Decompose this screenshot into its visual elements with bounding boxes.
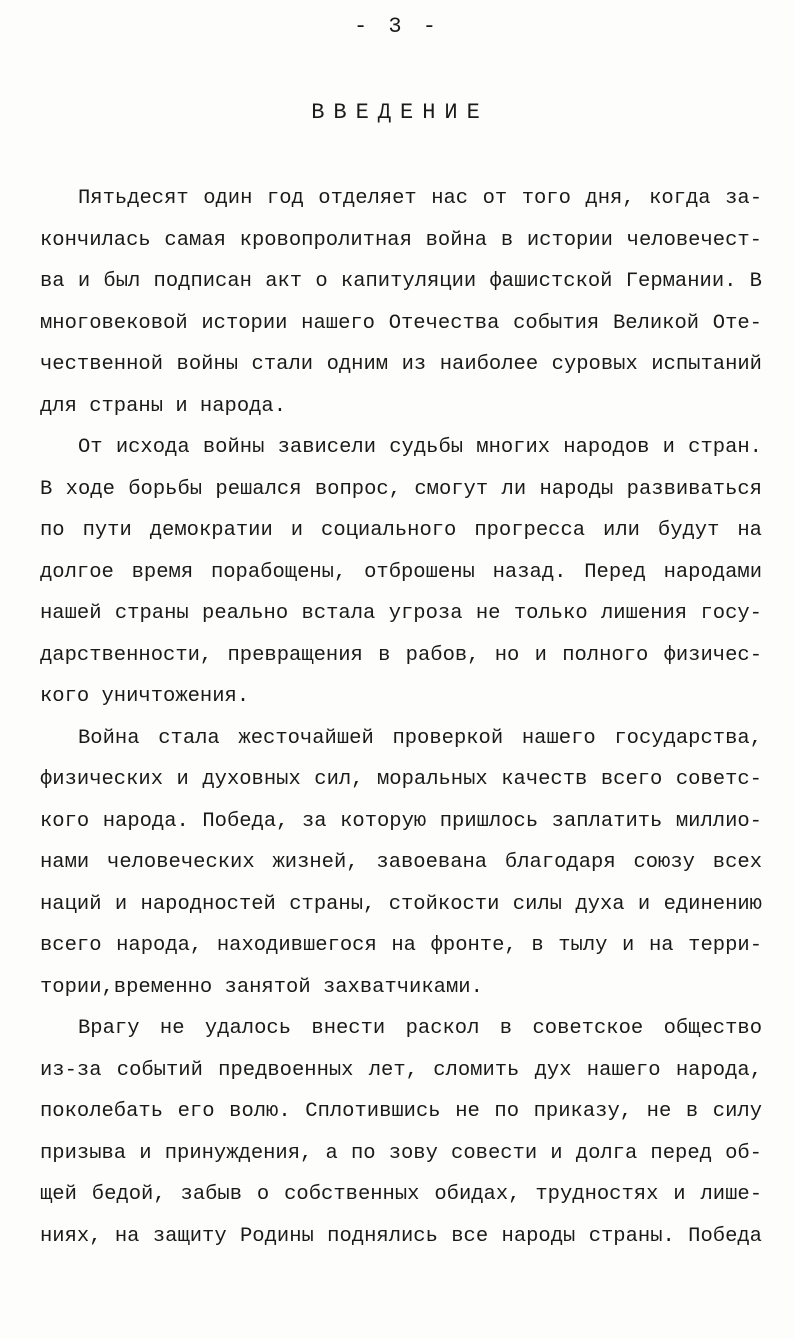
text-line: В ходе борьбы решался вопрос, смогут ли народы развиваться [40, 477, 762, 501]
text-line: тории,временно занятой захватчиками. [40, 975, 483, 999]
text-line: нашей страны реально встала угроза не только лишения госу- [40, 602, 762, 625]
text-line: всего народа, находившегося на фронте, в тылу и на терри- [40, 934, 762, 957]
text-line: дарственности, превращения в рабов, но и полного физичес- [40, 643, 762, 667]
paragraph [40, 178, 762, 427]
text-line: призыва и принуждения, а по зову совести и долга перед об- [40, 1141, 762, 1165]
text-line: От исхода войны зависели судьбы многих народов и стран. [78, 436, 762, 459]
text-line: из-за событий предвоенных лет, сломить дух нашего народа, [40, 1058, 762, 1082]
text-line: чественной войны стали одним из наиболее суровых испытаний [40, 353, 762, 376]
text-line: ниях, на защиту Родины поднялись все народы страны. Победа [40, 1224, 762, 1248]
text-line: кончилась самая кровопролитная война в истории человечест- [40, 228, 762, 252]
section-title: ВВЕДЕНИЕ [311, 100, 489, 125]
text-line: долгое время порабощены, отброшены назад. Перед народами [40, 560, 762, 584]
text-line: наций и народностей страны, стойкости силы духа и единению [40, 892, 762, 916]
page-number: - 3 - [353, 14, 440, 39]
paragraph [40, 718, 762, 1009]
text-line: многовековой истории нашего Отечества события Великой Оте- [40, 311, 762, 335]
text-line: щей бедой, забыв о собственных обидах, трудностях и лише- [40, 1183, 762, 1206]
text-line: по пути демократии и социального прогресса или будут на [40, 519, 762, 542]
text-line: физических и духовных сил, моральных качеств всего советс- [40, 768, 762, 791]
text-line: Война стала жесточайшей проверкой нашего государства, [78, 726, 762, 750]
paragraph [40, 1008, 762, 1257]
text-line: Врагу не удалось внести раскол в советское общество [78, 1017, 762, 1040]
text-line: кого народа. Победа, за которую пришлось заплатить миллио- [40, 809, 762, 833]
text-line: ва и был подписан акт о капитуляции фашистской Германии. В [40, 270, 762, 293]
text-line: для страны и народа. [40, 394, 287, 418]
text-line: нами человеческих жизней, завоевана благодаря союзу всех [40, 851, 762, 874]
body-text [40, 178, 762, 1257]
paragraph [40, 427, 762, 718]
text-line: кого уничтожения. [40, 685, 250, 708]
text-line: Пятьдесят один год отделяет нас от того дня, когда за- [78, 187, 762, 210]
text-line: поколебать его волю. Сплотившись не по приказу, не в силу [40, 1100, 762, 1123]
